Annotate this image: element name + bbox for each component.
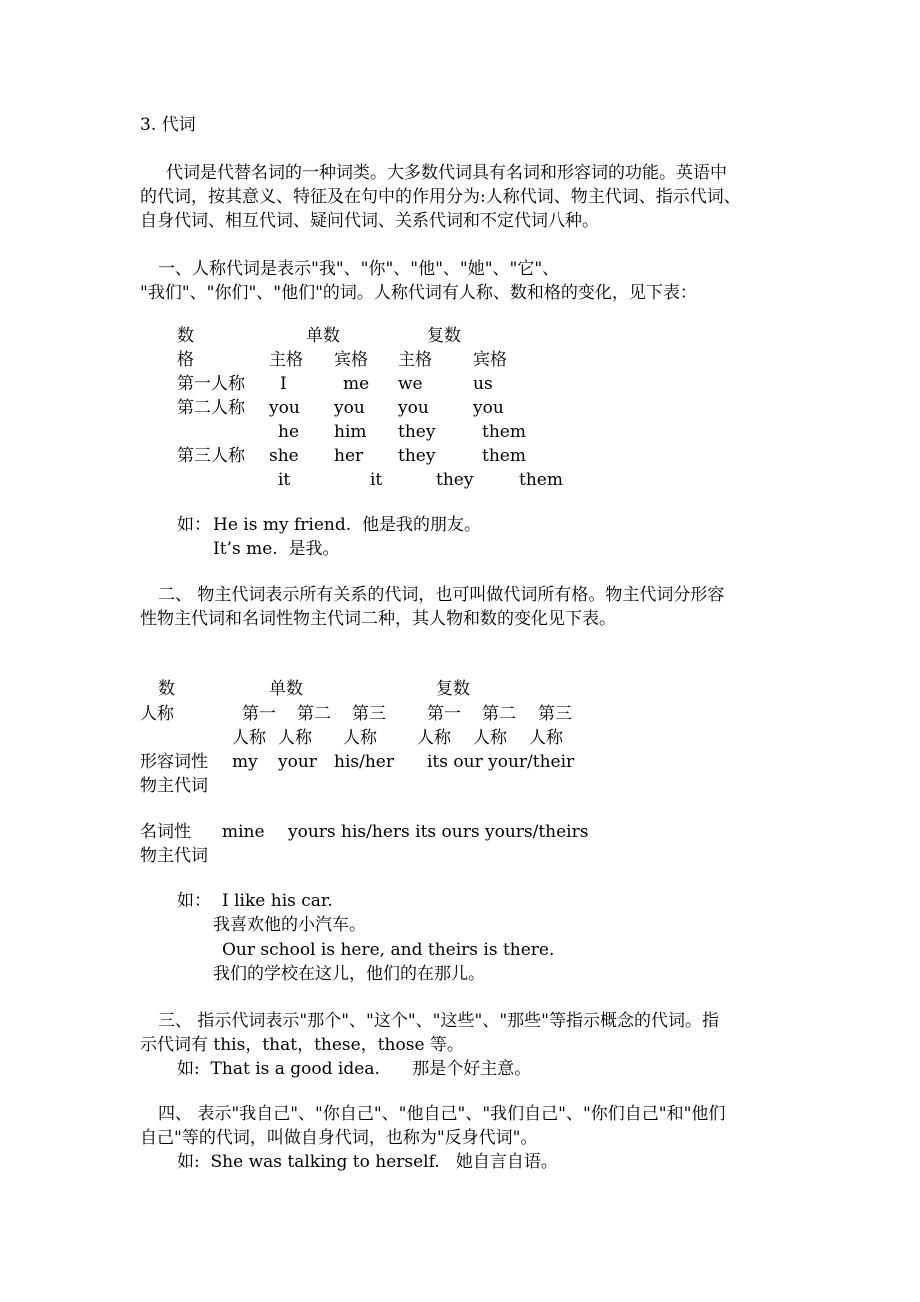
section-heading: 3. 代词 [140, 115, 196, 135]
table-cell: 第三 [352, 704, 386, 724]
table-cell: its our your/their [427, 752, 575, 772]
table-cell: it [278, 470, 291, 490]
table-cell: him [334, 422, 367, 442]
table-cell: yours his/hers its ours yours/theirs [288, 822, 589, 842]
row-adjective-label-2: 物主代词 [140, 776, 208, 796]
example-sentence: It’s me. 是我。 [213, 539, 340, 559]
table-cell: 人称 [473, 728, 507, 748]
table-cell: you [334, 398, 365, 418]
table-cell: mine [222, 822, 265, 842]
table-cell: his/her [334, 752, 394, 772]
section1-line-2: "我们"、"你们"、"他们"的词。人称代词有人称、数和格的变化，见下表： [140, 283, 697, 303]
intro-line-1: 代词是代替名词的一种词类。大多数代词具有名词和形容词的功能。英语中 [166, 163, 727, 183]
section4-example: 如: She was talking to herself. 她自言自语。 [177, 1152, 558, 1172]
section1-line-1: 一、人称代词是表示"我"、"你"、"他"、"她"、"它"、 [158, 259, 560, 279]
table-header-singular: 单数 [306, 326, 340, 346]
row-second-person-label: 第二人称 [177, 398, 245, 418]
example-translation: 我喜欢他的小汽车。 [213, 915, 366, 935]
row-third-person-label: 第三人称 [177, 446, 245, 466]
table-cell: 人称 [343, 728, 377, 748]
table-cell: she [269, 446, 299, 466]
table-header-number: 数 [177, 326, 194, 346]
table-header-person: 人称 [140, 704, 174, 724]
table-cell: 第二 [482, 704, 516, 724]
table-cell: 第一 [427, 704, 461, 724]
table-cell: them [482, 422, 526, 442]
col-object-plural: 宾格 [473, 350, 507, 370]
row-adjective-label: 形容词性 [140, 752, 208, 772]
table-cell: us [473, 374, 493, 394]
table-cell: I [280, 374, 287, 394]
table-cell: 第三 [538, 704, 572, 724]
section2-line-1: 二、 物主代词表示所有关系的代词，也可叫做代词所有格。物主代词分形容 [158, 585, 725, 605]
table-cell: you [269, 398, 300, 418]
col-subject-singular: 主格 [269, 350, 303, 370]
example-sentence: He is my friend. 他是我的朋友。 [213, 515, 481, 535]
table-cell: them [482, 446, 526, 466]
table-cell: your [278, 752, 317, 772]
table-cell: they [436, 470, 474, 490]
table-cell: 第一 [242, 704, 276, 724]
table-header-case: 格 [177, 350, 194, 370]
table-cell: them [519, 470, 563, 490]
table-cell: they [398, 422, 436, 442]
intro-line-3: 自身代词、相互代词、疑问代词、关系代词和不定代词八种。 [140, 211, 599, 231]
table-cell: we [398, 374, 423, 394]
section2-line-2: 性物主代词和名词性物主代词二种，其人物和数的变化见下表。 [140, 609, 616, 629]
section4-line-2: 自己"等的代词，叫做自身代词，也称为"反身代词"。 [140, 1128, 538, 1148]
table-cell: you [473, 398, 504, 418]
table-cell: it [370, 470, 383, 490]
section3-line-2: 示代词有 this，that，these，those 等。 [140, 1035, 464, 1055]
table-cell: 人称 [417, 728, 451, 748]
table-header-plural: 复数 [427, 326, 461, 346]
table-header-singular: 单数 [269, 679, 303, 699]
table-cell: 人称 [529, 728, 563, 748]
table-cell: her [334, 446, 364, 466]
table-cell: 第二 [297, 704, 331, 724]
table-cell: me [343, 374, 370, 394]
col-object-singular: 宾格 [334, 350, 368, 370]
row-first-person-label: 第一人称 [177, 374, 245, 394]
table-header-plural: 复数 [436, 679, 470, 699]
table-cell: he [278, 422, 300, 442]
col-subject-plural: 主格 [398, 350, 432, 370]
example-translation: 我们的学校在这儿，他们的在那儿。 [213, 964, 485, 984]
table-cell: my [232, 752, 258, 772]
row-noun-label-2: 物主代词 [140, 846, 208, 866]
row-noun-label: 名词性 [140, 822, 191, 842]
example-label: 如： [177, 515, 211, 535]
table-cell: they [398, 446, 436, 466]
example-sentence: I like his car. [222, 891, 333, 911]
table-cell: 人称 [232, 728, 266, 748]
example-sentence: Our school is here, and theirs is there. [222, 940, 555, 960]
example-label: 如： [177, 891, 211, 911]
intro-line-2: 的代词，按其意义、特征及在句中的作用分为:人称代词、物主代词、指示代词、 [140, 187, 741, 207]
table-cell: you [398, 398, 429, 418]
section3-line-1: 三、 指示代词表示"那个"、"这个"、"这些"、"那些"等指示概念的代词。指 [158, 1011, 719, 1031]
table-header-number: 数 [158, 679, 175, 699]
section4-line-1: 四、 表示"我自己"、"你自己"、"他自己"、"我们自己"、"你们自己"和"他们 [158, 1104, 726, 1124]
section3-example: 如: That is a good idea. 那是个好主意。 [177, 1059, 532, 1079]
table-cell: 人称 [278, 728, 312, 748]
